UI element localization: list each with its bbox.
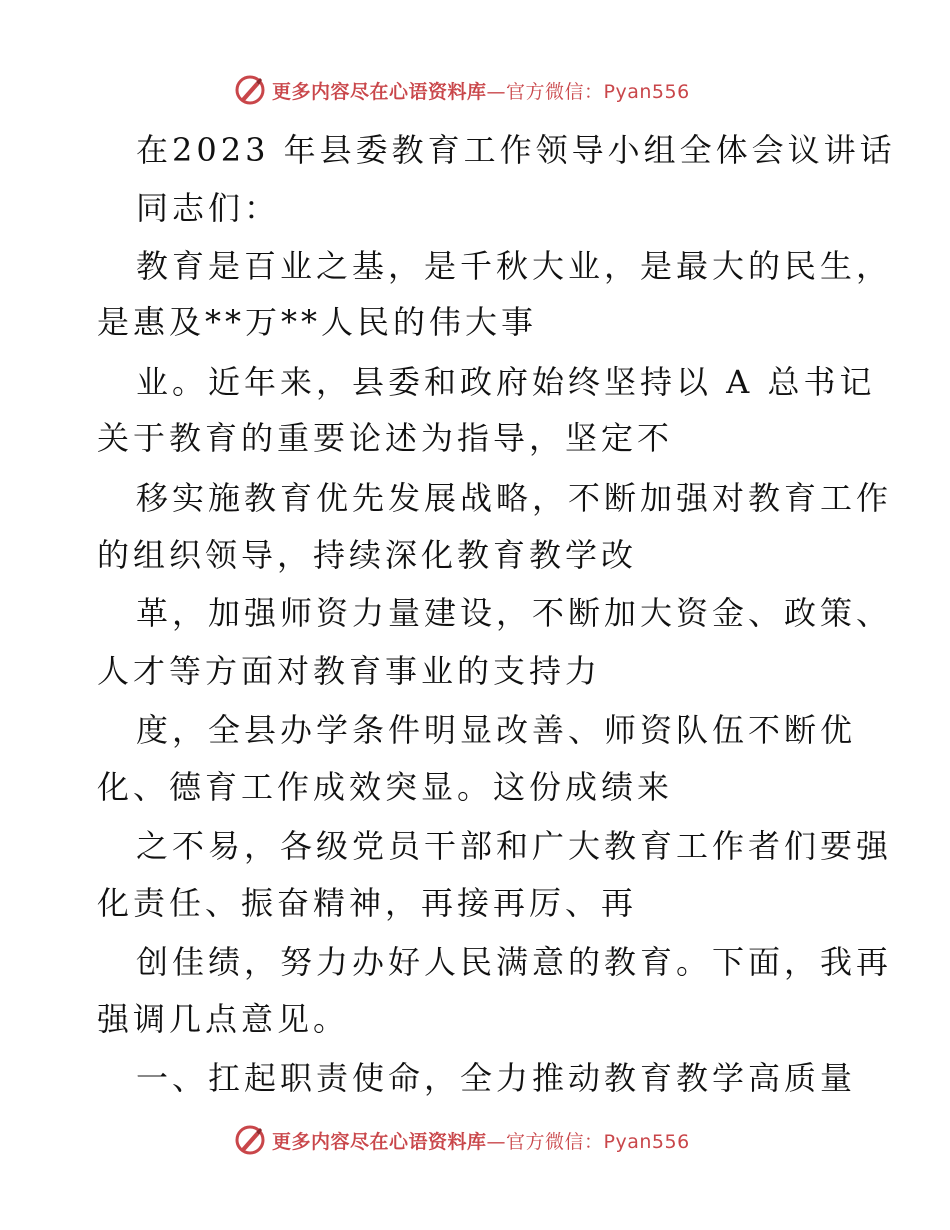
doc-line: 同志们： <box>136 189 281 227</box>
doc-line: 人才等方面对教育事业的支持力 <box>97 652 602 690</box>
watermark-main: 更多内容尽在心语资料库 <box>272 81 487 103</box>
doc-line: 业。近年来，县委和政府始终坚持以 A 总书记 <box>136 363 876 401</box>
doc-line: 教育是百业之基，是千秋大业，是最大的民生， <box>136 247 893 285</box>
doc-line: 移实施教育优先发展战略，不断加强对教育工作 <box>136 479 893 517</box>
watermark-dash: — <box>486 81 507 103</box>
doc-line: 的组织领导，持续深化教育教学改 <box>97 536 638 574</box>
footer-watermark <box>0 1120 950 1160</box>
doc-title: 在2023 年县委教育工作领导小组全体会议讲话 <box>136 131 896 169</box>
pen-logo-icon <box>234 74 266 106</box>
doc-line: 创佳绩，努力办好人民满意的教育。下面，我再 <box>136 943 893 981</box>
header-watermark <box>0 70 950 110</box>
watermark-main: 更多内容尽在心语资料库 <box>272 1131 487 1153</box>
section-heading: 一、扛起职责使命，全力推动教育教学高质量 <box>136 1059 857 1097</box>
doc-line: 化、德育工作成效突显。这份成绩来 <box>97 768 674 806</box>
pen-logo-icon <box>234 1124 266 1156</box>
doc-line: 关于教育的重要论述为指导，坚定不 <box>97 419 674 457</box>
doc-line: 度，全县办学条件明显改善、师资队伍不断优 <box>136 711 857 749</box>
doc-line: 是惠及**万**人民的伟大事 <box>97 303 538 341</box>
doc-line: 之不易，各级党员干部和广大教育工作者们要强 <box>136 827 893 865</box>
watermark-text <box>272 1127 690 1154</box>
watermark-text <box>272 77 690 104</box>
watermark-dash: — <box>486 1131 507 1153</box>
doc-line: 化责任、振奋精神，再接再厉、再 <box>97 884 638 922</box>
watermark-wechat: 官方微信：Pyan556 <box>506 1131 690 1153</box>
doc-line: 革，加强师资力量建设，不断加大资金、政策、 <box>136 594 893 632</box>
watermark-wechat: 官方微信：Pyan556 <box>506 81 690 103</box>
doc-line: 强调几点意见。 <box>97 1000 350 1038</box>
